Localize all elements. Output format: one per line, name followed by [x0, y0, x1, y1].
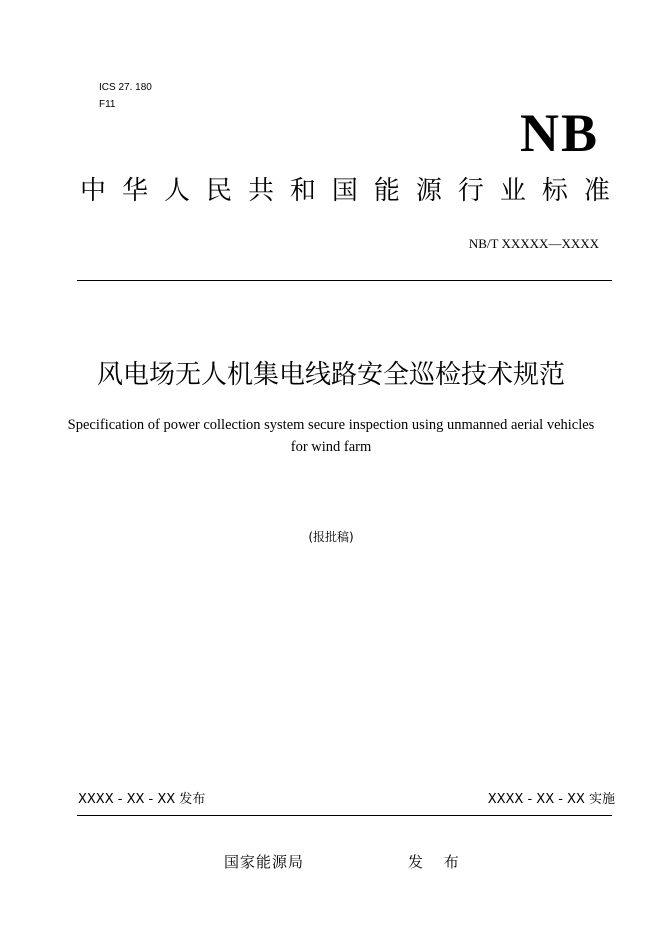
title-char: 源	[415, 176, 442, 206]
title-char: 能	[373, 176, 400, 206]
document-title-english: Specification of power collection system secure inspection using unmanned aerial vehicles for wind farm	[67, 417, 595, 455]
implementation-date: XXXX - XX - XX 实施	[487, 792, 615, 807]
title-char: 民	[205, 176, 232, 206]
footer-divider	[77, 815, 612, 816]
issue-date: XXXX - XX - XX 发布	[78, 792, 206, 807]
title-char: 业	[499, 176, 526, 206]
title-char: 标	[541, 176, 568, 206]
title-char: 共	[247, 176, 274, 206]
ics-code: ICS 27. 180	[99, 82, 152, 93]
issuing-authority: 国家能源局	[224, 853, 305, 871]
standard-category-title	[80, 174, 610, 208]
nb-standard-logo: NB	[519, 103, 599, 163]
classification-code: F11	[99, 99, 116, 110]
title-char: 行	[457, 176, 484, 206]
title-char: 国	[331, 176, 358, 206]
draft-status: (报批稿)	[308, 530, 354, 544]
issue-label: 发 布	[408, 853, 467, 871]
document-title-chinese: 风电场无人机集电线路安全巡检技术规范	[96, 360, 565, 390]
header-divider	[77, 280, 612, 281]
title-char: 人	[163, 176, 190, 206]
title-char: 准	[583, 176, 610, 206]
title-char: 中	[80, 176, 107, 206]
standard-number: NB/T XXXXX—XXXX	[468, 236, 599, 251]
title-char: 华	[121, 176, 148, 206]
title-char: 和	[289, 176, 316, 206]
